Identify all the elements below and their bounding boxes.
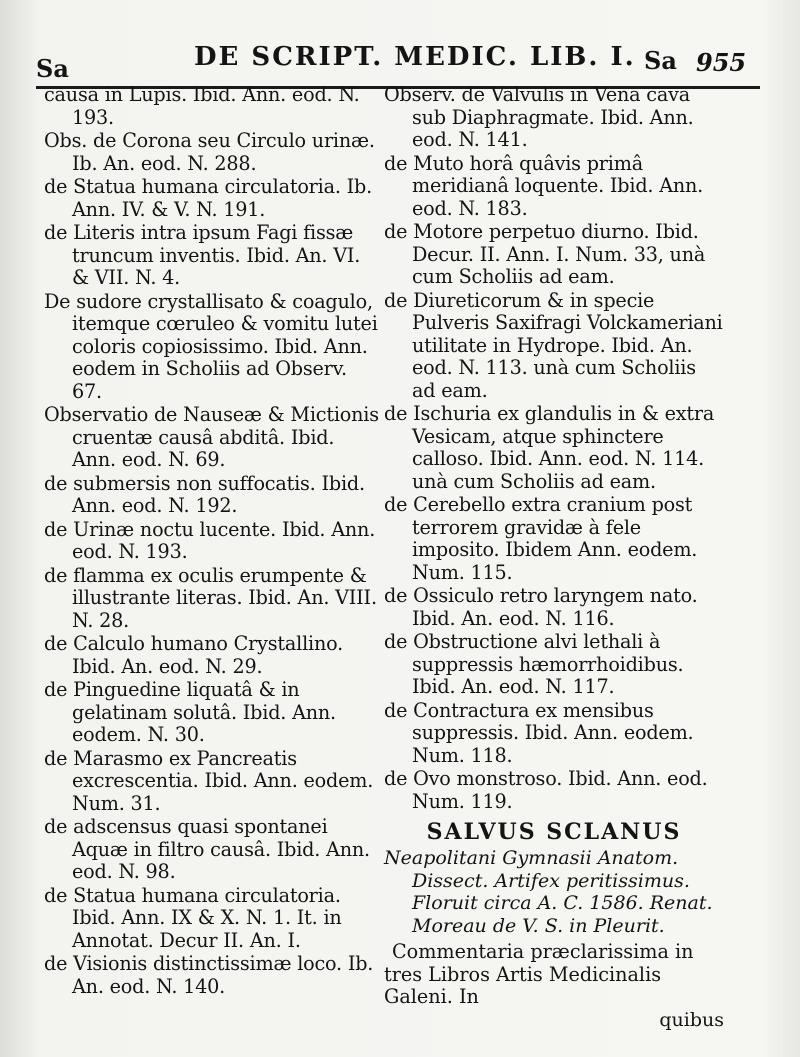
bib-entry: de Diureticorum & in specie Pulveris Saxifragi Volckameriani utilitate in Hydrope. Ibid. An. eod. N. 113. unà cum Scholiis ad eam. [384, 288, 723, 402]
bib-entry: de Calculo humano Crystallino. Ibid. An. eod. N. 29. [44, 632, 344, 678]
bib-entry: de Marasmo ex Pancreatis excrescentia. Ibid. Ann. eodem. Num. 31. [44, 746, 374, 815]
bib-entry: causa in Lupis. Ibid. Ann. eod. N. 193. [44, 83, 360, 129]
header-right-key: Sa [644, 46, 677, 75]
bib-entry: de Statua humana circulatoria. Ib. Ann. IV. & V. N. 191. [44, 175, 372, 221]
bib-entry: de Ovo monstroso. Ibid. Ann. eod. Num. 119. [384, 767, 708, 813]
bib-entry: de Statua humana circulatoria. Ibid. Ann. IX & X. N. 1. It. in Annotat. Decur II. An. I. [44, 883, 342, 952]
author-description: Neapolitani Gymnasii Anatom. Dissect. Artifex peritissimus. Floruit circa A. C. 1586. Renat. Moreau de V. S. in Pleurit. [384, 847, 713, 937]
bib-entry: de Contractura ex mensibus suppressis. Ibid. Ann. eodem. Num. 118. [384, 698, 694, 767]
page-number: 955 [696, 48, 747, 77]
bib-entry: de Obstructione alvi lethali à suppressis hæmorrhoidibus. Ibid. An. eod. N. 117. [384, 630, 684, 698]
bib-entry: de Ischuria ex glandulis in & extra Vesicam, atque sphinctere calloso. Ibid. Ann. eod. N. 114. unà cum Scholiis ad eam. [384, 402, 715, 493]
author-heading: SALVUS SCLANUS [426, 819, 682, 845]
header-left-key: Sa [36, 54, 69, 83]
bib-entry: Obs. de Corona seu Circulo urinæ. Ib. An. eod. N. 288. [44, 129, 375, 175]
bib-entry: de adscensus quasi spontanei Aquæ in filtro causâ. Ibid. Ann. eod. N. 98. [44, 815, 370, 883]
bib-entry: de Cerebello extra cranium post terrorem gravidæ à fele imposito. Ibidem Ann. eodem. Num. 115. [384, 493, 698, 584]
bib-entry: de submersis non suffocatis. Ibid. Ann. eod. N. 192. [44, 471, 365, 517]
bib-entry: Observatio de Nauseæ & Mictionis cruentæ causâ abditâ. Ibid. Ann. eod. N. 69. [44, 403, 379, 471]
left-column [44, 84, 380, 999]
bib-entry: de Pinguedine liquatâ & in gelatinam solutâ. Ibid. Ann. eodem. N. 30. [44, 678, 336, 746]
bib-entry: de Muto horâ quâvis primâ meridianâ loquente. Ibid. Ann. eod. N. 183. [384, 151, 704, 220]
bib-entry: de Ossiculo retro laryngem nato. Ibid. An. eod. N. 116. [384, 584, 698, 630]
work-entry: Commentaria præclarissima in tres Libros Artis Medicinalis Galeni. In [384, 940, 694, 1008]
bib-entry: de Literis intra ipsum Fagi fissæ truncum inventis. Ibid. An. VI. & VII. N. 4. [44, 221, 361, 289]
bib-entry: de flamma ex oculis erumpente & illustrante literas. Ibid. An. VIII. N. 28. [44, 563, 377, 632]
bib-entry: de Motore perpetuo diurno. Ibid. Decur. II. Ann. I. Num. 33, unà cum Scholiis ad eam. [384, 220, 706, 288]
right-column [384, 84, 724, 1031]
catchword: quibus [659, 1008, 724, 1031]
bib-entry: De sudore crystallisato & coagulo, itemque cœruleo & vomitu lutei coloris copiosissimo. Ibid. Ann. eodem in Scholiis ad Observ. 67. [44, 289, 378, 403]
bib-entry: Observ. de Valvulis in Vena cava sub Diaphragmate. Ibid. Ann. eod. N. 141. [384, 83, 694, 151]
bib-entry: de Urinæ noctu lucente. Ibid. Ann. eod. N. 193. [44, 517, 376, 563]
bib-entry: de Visionis distinctissimæ loco. Ib. An. eod. N. 140. [44, 952, 374, 998]
running-header [36, 38, 760, 89]
header-title: DE SCRIPT. MEDIC. LIB. I. [194, 42, 636, 72]
